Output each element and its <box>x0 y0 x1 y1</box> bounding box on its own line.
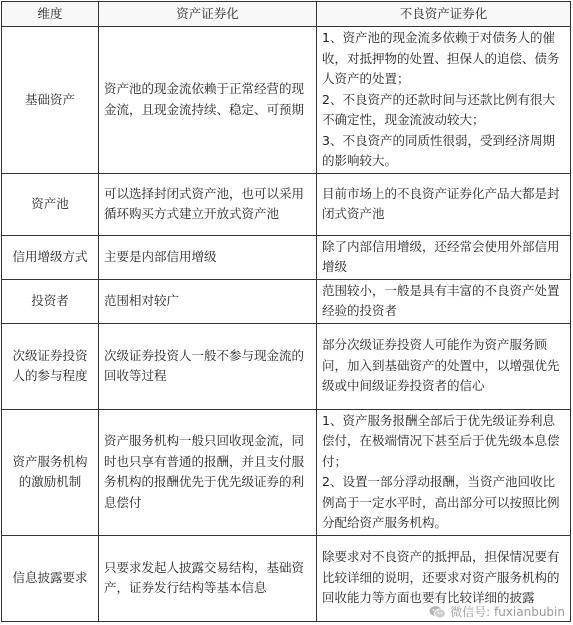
header-dimension: 维度 <box>2 2 99 27</box>
npl-point: 1、资产池的现金流多依赖于对债务人的催收，对抵押物的处置、担保人的追偿、债务人资产的处置； <box>322 30 560 86</box>
row-securitization: 主要是内部信用增级 <box>99 235 317 279</box>
comparison-table <box>1 1 571 622</box>
table-row <box>2 409 571 535</box>
watermark <box>429 603 565 620</box>
npl-point: 2、设置一部分浮动报酬，当资产池回收比例高于一定水平时，高出部分可以按照比例分配给资产服务机构。 <box>322 474 560 530</box>
row-npl-securitization <box>317 173 571 235</box>
npl-point: 范围较小，一般是具有丰富的不良资产处置经验的投资者 <box>322 282 560 318</box>
row-npl-securitization <box>317 235 571 279</box>
row-dimension: 次级证券投资人的参与程度 <box>2 323 99 409</box>
table-row <box>2 323 571 409</box>
row-securitization: 资产池的现金流依赖于正常经营的现金流，且现金流持续、稳定、可预期 <box>99 27 317 174</box>
table-row <box>2 27 571 174</box>
row-securitization: 次级证券投资人一般不参与现金流的回收等过程 <box>99 323 317 409</box>
row-npl-securitization <box>317 279 571 323</box>
row-dimension: 资产池 <box>2 173 99 235</box>
row-npl-securitization <box>317 409 571 535</box>
row-dimension: 信息披露要求 <box>2 535 99 621</box>
npl-point: 3、不良资产的同质性很弱，受到经济周期的影响较大。 <box>322 132 555 168</box>
header-npl-securitization: 不良资产证券化 <box>317 2 571 27</box>
npl-point: 除要求对不良资产的抵押品，担保情况要有比较详细的说明，还要求对资产服务机构的回收能力等方面也要有比较详细的披露 <box>322 549 560 606</box>
npl-point: 除了内部信用增级，还经常会使用外部信用增级 <box>322 238 560 274</box>
npl-point: 目前市场上的不良资产证券化产品大都是封闭式资产池 <box>322 185 560 221</box>
row-dimension: 信用增级方式 <box>2 235 99 279</box>
row-npl-securitization <box>317 27 571 174</box>
watermark-text: 微信号: fuxianbubin <box>450 605 565 619</box>
npl-point: 1、资产服务报酬全部后于优先级证券利息偿付，在极端情况下甚至后于优先级本息偿付； <box>322 412 560 469</box>
table-row <box>2 279 571 323</box>
row-dimension: 投资者 <box>2 279 99 323</box>
wechat-icon <box>429 605 446 619</box>
npl-point: 部分次级证券投资人可能作为资产服务顾问，加入到基础资产的处置中，以增强优先级或中间级证券投资者的信心 <box>322 337 560 394</box>
header-securitization: 资产证券化 <box>99 2 317 27</box>
row-npl-securitization <box>317 323 571 409</box>
table-row <box>2 173 571 235</box>
row-dimension: 资产服务机构的激励机制 <box>2 409 99 535</box>
row-dimension: 基础资产 <box>2 27 99 174</box>
table-row <box>2 235 571 279</box>
row-securitization: 范围相对较广 <box>99 279 317 323</box>
row-securitization: 可以选择封闭式资产池，也可以采用循环购买方式建立开放式资产池 <box>99 173 317 235</box>
table-header-row <box>2 2 571 27</box>
row-securitization: 只要求发起人披露交易结构，基础资产，证券发行结构等基本信息 <box>99 535 317 621</box>
row-securitization: 资产服务机构一般只回收现金流，同时也只享有普通的报酬，并且支付服务机构的报酬优先于优先级证券的利息偿付 <box>99 409 317 535</box>
npl-point: 2、不良资产的还款时间与还款比例有很大不确定性，现金流波动较大； <box>322 91 555 127</box>
